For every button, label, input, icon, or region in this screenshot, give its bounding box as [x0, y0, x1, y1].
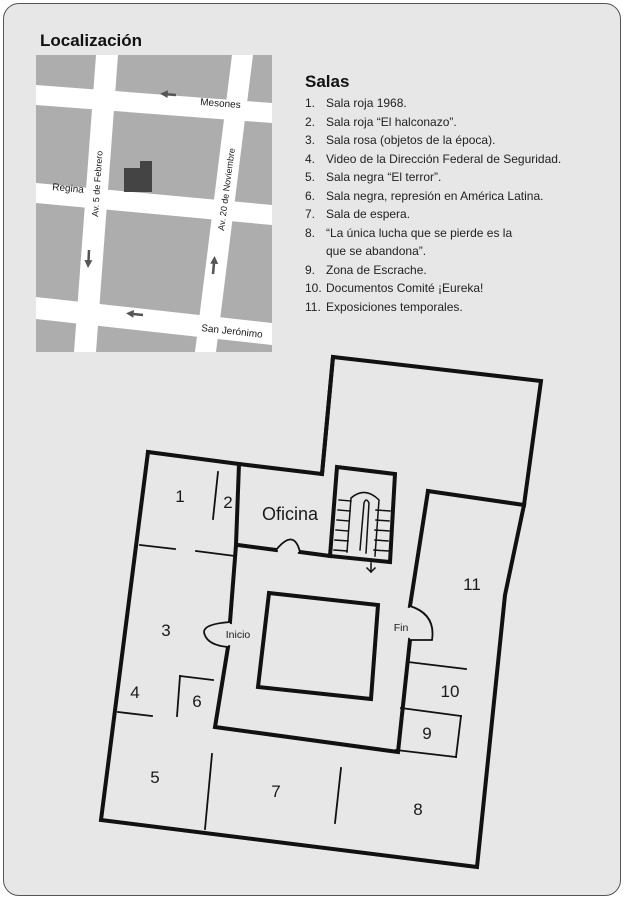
label-regina: Regina: [51, 182, 85, 196]
sala-item: [305, 261, 561, 280]
label-san-jeronimo: San Jerónimo: [200, 323, 264, 341]
room-5-label: 5: [150, 768, 160, 787]
office-door-icon: [276, 539, 300, 552]
sala-number: 7.: [305, 207, 316, 221]
sala-label: Exposiciones temporales.: [326, 299, 463, 314]
sala-number: 10.: [305, 281, 322, 295]
salas-title: Salas: [305, 72, 350, 91]
room-4-label: 4: [130, 683, 140, 702]
sala-number: 1.: [305, 96, 316, 110]
room-9-label: 9: [422, 724, 432, 743]
sala-label: Documentos Comité ¡Eureka!: [326, 281, 484, 295]
corridor-wall-inner-south: [215, 640, 410, 752]
corridor-wall-east: [410, 491, 428, 606]
sala-number: 11.: [305, 299, 321, 314]
room-2-label: 2: [223, 493, 233, 512]
sala-number: 4.: [305, 151, 316, 166]
salas-list: [305, 94, 561, 316]
sala-number: 3.: [305, 133, 316, 147]
sala-item: [305, 94, 561, 113]
sala-label: “La única lucha que se pierde es la que se abandona”.: [326, 225, 513, 258]
sala-item: [305, 168, 561, 187]
fin-door-icon: [410, 606, 433, 640]
sala-item: [305, 131, 561, 150]
sala-label: Sala roja “El halconazo”.: [326, 114, 457, 129]
floor-plan: [0, 340, 626, 880]
sala-item: [305, 279, 561, 298]
annex-wall: [322, 357, 333, 474]
sala-label: Sala roja 1968.: [326, 96, 407, 110]
location-map: [36, 55, 272, 352]
location-title: Localización: [40, 31, 143, 50]
sala-label: Sala negra “El terror”.: [326, 170, 442, 184]
office-wall-south-a: [238, 545, 276, 550]
outer-wall-north: [148, 357, 541, 505]
sala-number: 5.: [305, 170, 316, 184]
room-1-label: 1: [175, 487, 185, 506]
room-partitions: [118, 472, 466, 829]
exit-label: Fin: [393, 622, 409, 634]
sala-item: [305, 298, 561, 317]
sala-item: [305, 224, 561, 261]
label-mesones: Mesones: [199, 97, 242, 112]
sala-item: [305, 150, 561, 169]
sala-label: Sala negra, represión en América Latina.: [326, 188, 544, 203]
sala-label: Sala rosa (objetos de la época).: [326, 133, 496, 147]
sala-label: Sala de espera.: [326, 207, 411, 221]
room-8-label: 8: [413, 800, 423, 819]
office-wall-south-b: [300, 552, 330, 556]
central-courtyard: [258, 593, 378, 699]
office-label: Oficina: [261, 504, 319, 524]
label-av-20-de-noviembre: Av. 20 de Noviembre: [216, 147, 237, 232]
sala-item: [305, 187, 561, 206]
room-7-label: 7: [271, 782, 281, 801]
sala-number: 9.: [305, 262, 316, 277]
sala-label: Video de la Dirección Federal de Seguridad.: [326, 151, 562, 166]
sala-number: 6.: [305, 188, 316, 203]
sala-item: [305, 113, 561, 132]
sala-number: 8.: [305, 225, 316, 240]
room-3-label: 3: [161, 621, 171, 640]
entrance-label: Inicio: [225, 629, 251, 641]
sala-item: [305, 205, 561, 224]
room-10-label: 10: [440, 682, 460, 701]
room-11-label: 11: [463, 575, 481, 594]
room-6-label: 6: [192, 692, 202, 711]
sala-label: Zona de Escrache.: [326, 262, 427, 277]
sala-number: 2.: [305, 114, 316, 129]
label-av-5-de-febrero: Av. 5 de Febrero: [90, 150, 105, 218]
office-wall-west: [236, 464, 239, 545]
